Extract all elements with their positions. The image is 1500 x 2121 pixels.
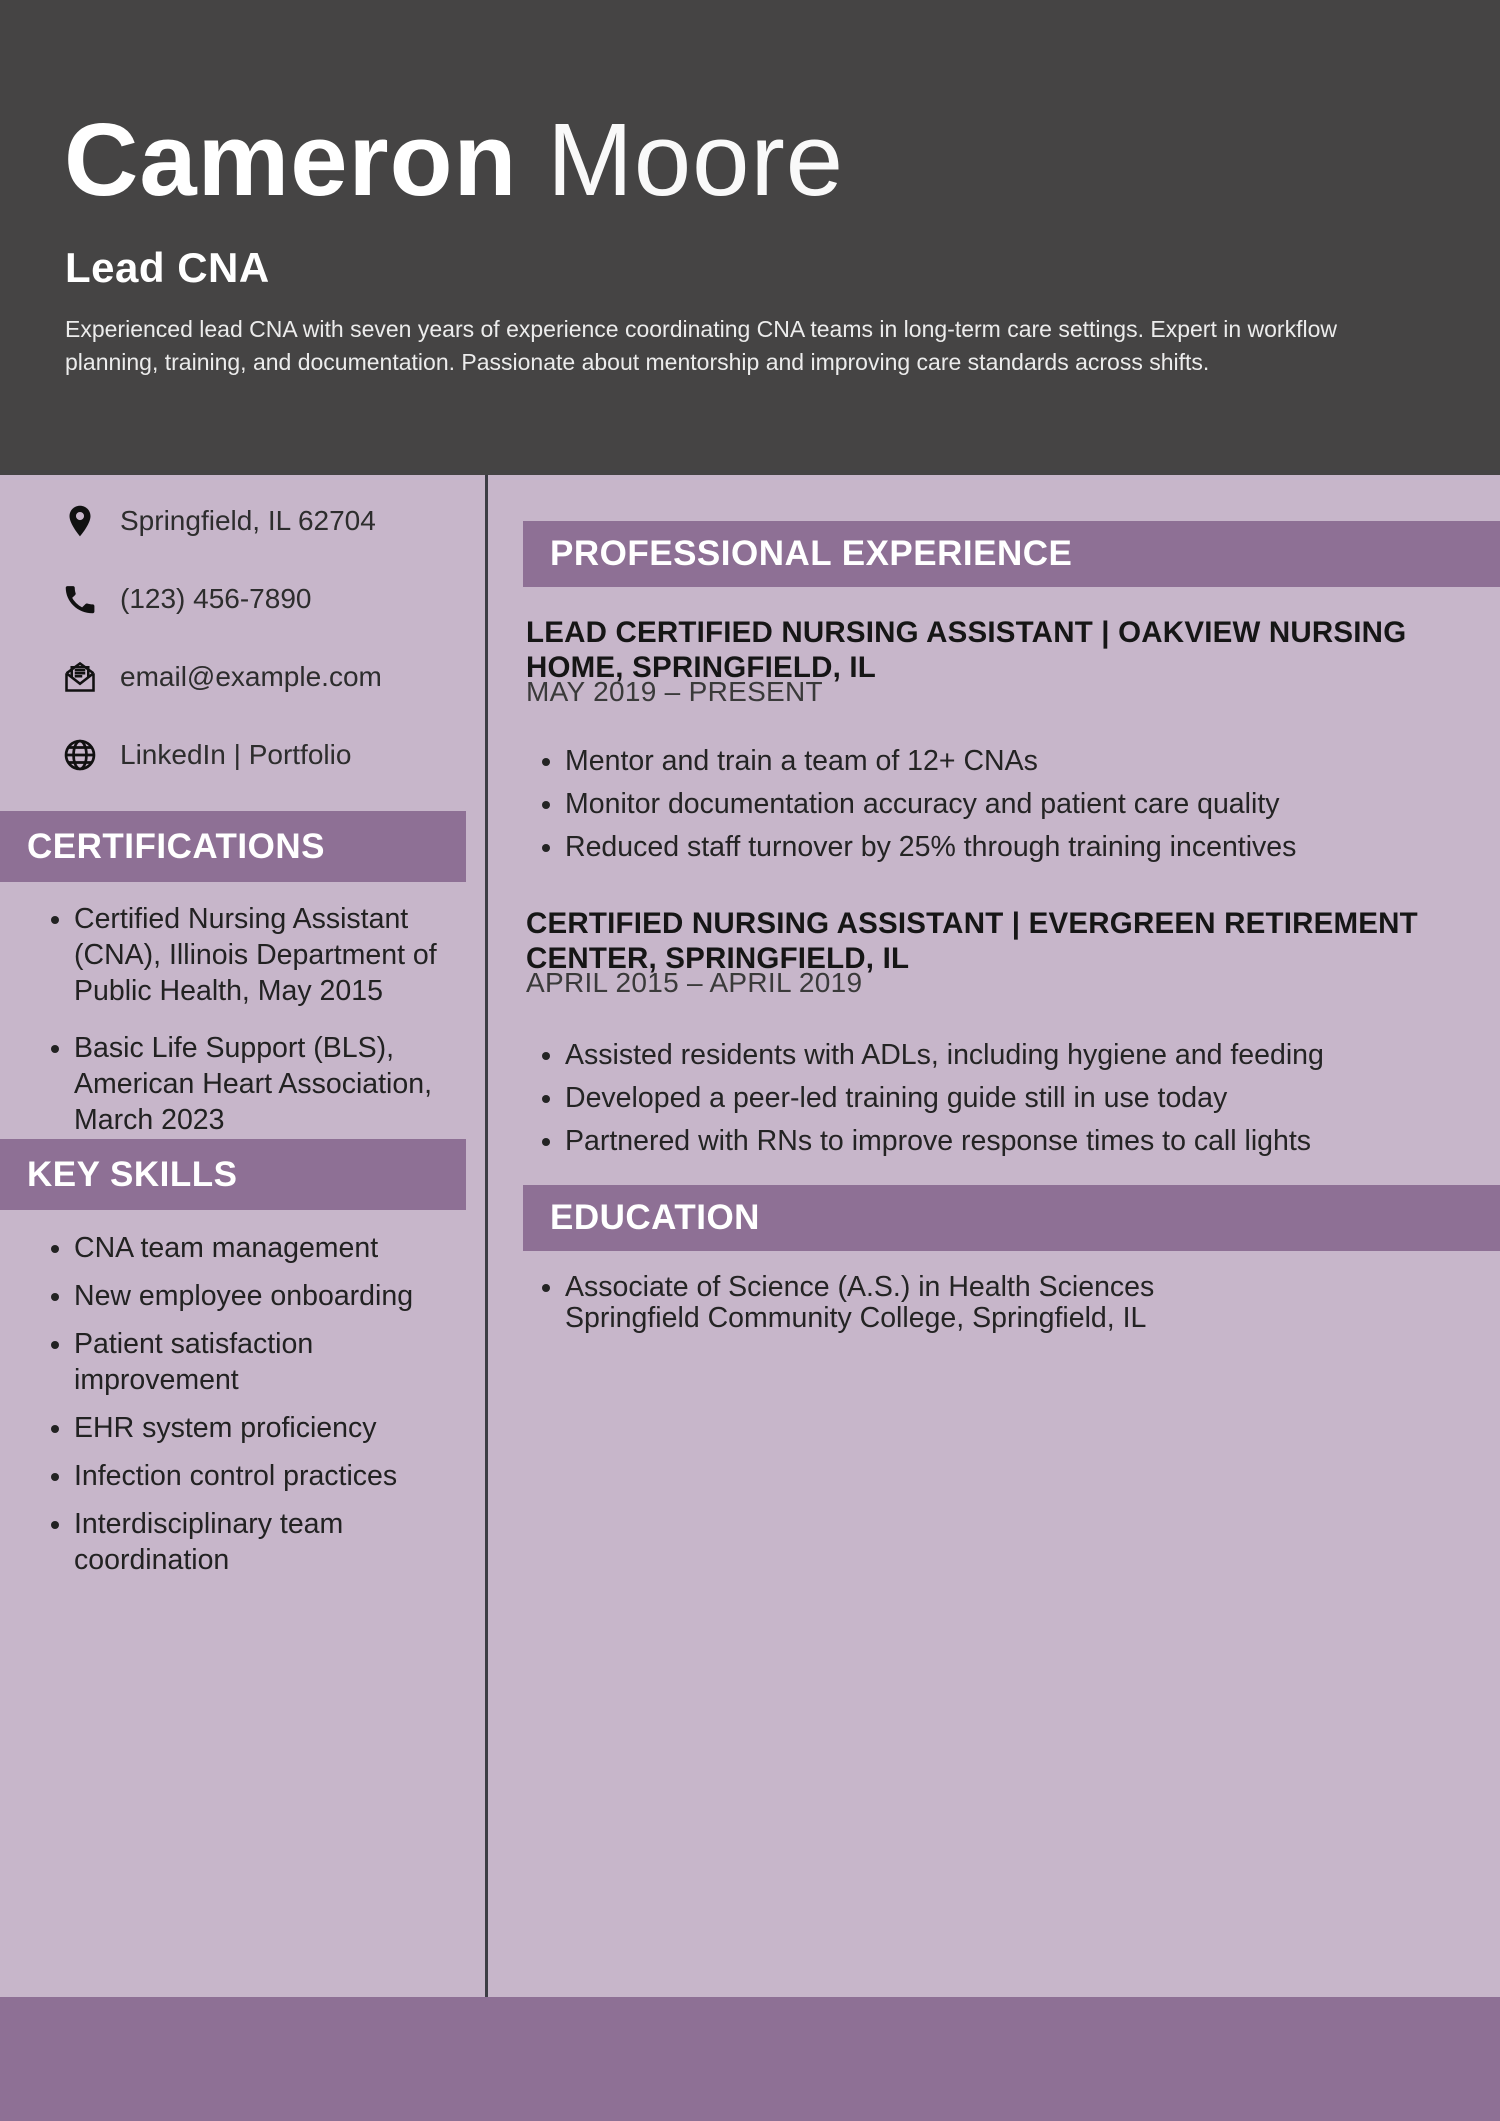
first-name: Cameron (64, 102, 518, 217)
summary-paragraph: Experienced lead CNA with seven years of experience coordinating CNA teams in long-term care settings. Expert in workflow planning, training, and documentation. Passionate about mentorship and improving care standards across shifts. (65, 316, 1337, 375)
contact-links (0, 732, 486, 778)
skill-item: • CNA team management (74, 1230, 474, 1266)
job-bullet: • Developed a peer-led training guide still in use today (565, 1081, 1500, 1115)
job-bullet: • Partnered with RNs to improve response times to call lights (565, 1124, 1500, 1158)
contact-phone (0, 576, 486, 622)
education-degree: Associate of Science (A.S.) in Health Sciences (565, 1271, 1155, 1303)
key-skills-title: KEY SKILLS (27, 1154, 238, 1194)
skill-item: • Patient satisfaction improvement (74, 1326, 474, 1398)
education-header (523, 1185, 1500, 1251)
email-text: email@example.com (120, 661, 382, 692)
skill-item: • New employee onboarding (74, 1278, 474, 1314)
job-bullet: • Monitor documentation accuracy and patient care quality (565, 787, 1500, 821)
person-name (64, 102, 845, 217)
skill-item: • Interdisciplinary team coordination (74, 1506, 474, 1578)
contact-email (0, 654, 486, 700)
job-title: LEAD CERTIFIED NURSING ASSISTANT | OAKVIEW NURSING HOME, SPRINGFIELD, IL (526, 616, 1407, 684)
education-title: EDUCATION (550, 1198, 760, 1237)
job-dates: APRIL 2015 – APRIL 2019 (526, 967, 863, 998)
key-skills-header (0, 1139, 466, 1210)
certification-item: • Certified Nursing Assistant (CNA), Illinois Department of Public Health, May 2015 (74, 901, 474, 1009)
email-icon (62, 659, 98, 695)
phone-icon (62, 581, 98, 617)
job-title: CERTIFIED NURSING ASSISTANT | EVERGREEN RETIREMENT CENTER, SPRINGFIELD, IL (526, 907, 1418, 975)
contact-section (0, 498, 486, 810)
experience-title: PROFESSIONAL EXPERIENCE (550, 534, 1073, 573)
experience-header (523, 521, 1500, 587)
certifications-list (44, 901, 474, 1159)
certifications-title: CERTIFICATIONS (27, 826, 326, 866)
key-skills-list (44, 1230, 474, 1590)
last-name: Moore (547, 102, 845, 217)
education-list (533, 1272, 1500, 1343)
footer-band (0, 1997, 1500, 2121)
job-bullet: • Mentor and train a team of 12+ CNAs (565, 744, 1500, 778)
location-text: Springfield, IL 62704 (120, 505, 376, 536)
role-title: Lead CNA (65, 244, 270, 291)
education-item (565, 1272, 1500, 1334)
skill-item: • Infection control practices (74, 1458, 474, 1494)
job-bullet: • Reduced staff turnover by 25% through training incentives (565, 830, 1500, 864)
job-bullets (533, 744, 1500, 873)
job-dates: MAY 2019 – PRESENT (526, 676, 823, 707)
location-pin-icon (62, 503, 98, 539)
contact-location (0, 498, 486, 544)
certification-item: • Basic Life Support (BLS), American Heart Association, March 2023 (74, 1030, 474, 1138)
phone-text: (123) 456-7890 (120, 583, 312, 614)
education-school: Springfield Community College, Springfield, IL (565, 1302, 1147, 1334)
links-text: LinkedIn | Portfolio (120, 739, 352, 770)
globe-icon (62, 737, 98, 773)
job-bullet: • Assisted residents with ADLs, including hygiene and feeding (565, 1038, 1500, 1072)
job-bullets (533, 1038, 1500, 1167)
certifications-header (0, 811, 466, 882)
header (0, 0, 1500, 475)
skill-item: • EHR system proficiency (74, 1410, 474, 1446)
